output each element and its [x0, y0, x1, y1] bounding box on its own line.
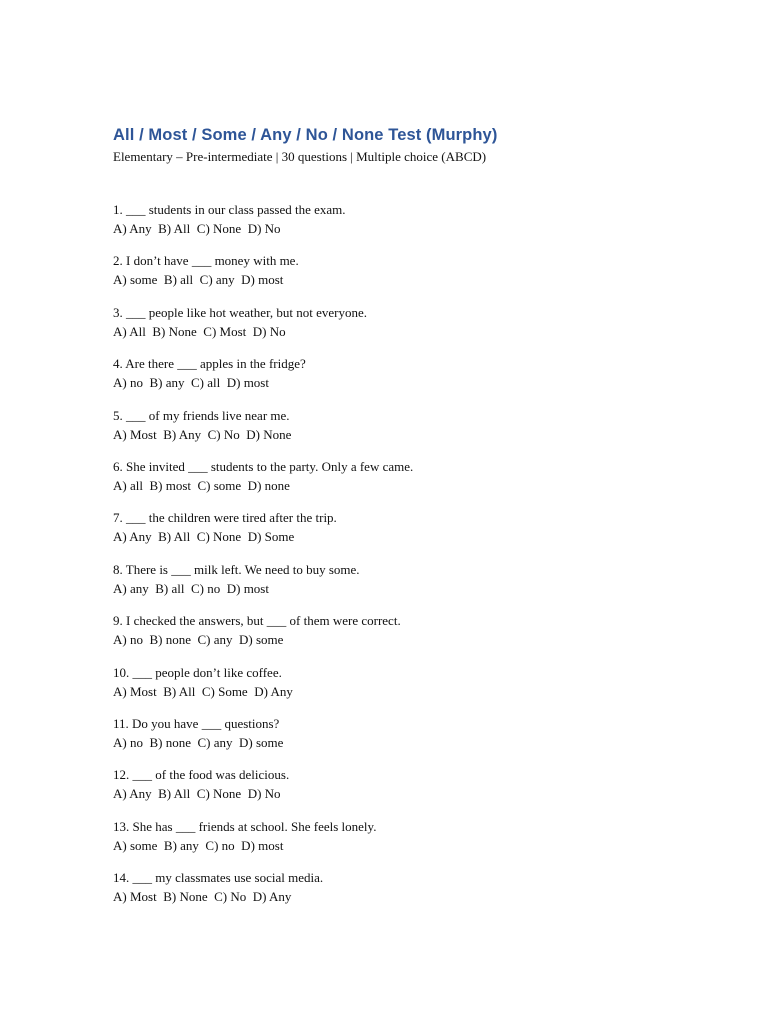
- question-3: [113, 303, 733, 354]
- document-title: All / Most / Some / Any / No / None Test (Murphy): [113, 126, 498, 144]
- question-2: [113, 251, 733, 302]
- question-11: [113, 714, 733, 765]
- question-options: A) no B) none C) any D) some: [113, 632, 284, 648]
- question-text: 3. ___ people like hot weather, but not everyone.: [113, 304, 367, 320]
- question-12: [113, 765, 733, 816]
- question-options: A) Most B) Any C) No D) None: [113, 426, 292, 442]
- question-10: [113, 663, 733, 714]
- question-options: A) Any B) All C) None D) No: [113, 221, 281, 236]
- question-options: A) any B) all C) no D) most: [113, 580, 269, 596]
- question-text: 1. ___ students in our class passed the exam.: [113, 202, 346, 217]
- question-9: [113, 611, 733, 662]
- question-list: [113, 200, 733, 919]
- question-options: A) All B) None C) Most D) No: [113, 323, 286, 339]
- question-text: 14. ___ my classmates use social media.: [113, 870, 324, 886]
- question-options: A) Most B) All C) Some D) Any: [113, 683, 293, 699]
- question-text: 2. I don’t have ___ money with me.: [113, 253, 299, 269]
- question-text: 7. ___ the children were tired after the trip.: [113, 510, 337, 526]
- question-4: [113, 354, 733, 405]
- question-text: 12. ___ of the food was delicious.: [113, 767, 290, 783]
- question-14: [113, 868, 733, 919]
- question-text: 10. ___ people don’t like coffee.: [113, 664, 282, 680]
- question-options: A) Any B) All C) None D) Some: [113, 529, 295, 545]
- question-options: A) all B) most C) some D) none: [113, 477, 290, 493]
- question-text: 9. I checked the answers, but ___ of them were correct.: [113, 613, 401, 629]
- question-13: [113, 817, 733, 868]
- question-options: A) Most B) None C) No D) Any: [113, 889, 292, 905]
- question-text: 5. ___ of my friends live near me.: [113, 407, 290, 423]
- question-text: 6. She invited ___ students to the party. Only a few came.: [113, 458, 414, 474]
- question-options: A) Any B) All C) None D) No: [113, 786, 281, 802]
- question-options: A) no B) none C) any D) some: [113, 734, 284, 750]
- question-text: 11. Do you have ___ questions?: [113, 715, 280, 731]
- question-text: 13. She has ___ friends at school. She feels lonely.: [113, 818, 377, 834]
- question-text: 4. Are there ___ apples in the fridge?: [113, 356, 306, 372]
- question-options: A) some B) any C) no D) most: [113, 837, 284, 853]
- question-text: 8. There is ___ milk left. We need to buy some.: [113, 561, 360, 577]
- document-subtitle: Elementary – Pre-intermediate | 30 questions | Multiple choice (ABCD): [113, 149, 487, 164]
- question-5: [113, 406, 733, 457]
- question-6: [113, 457, 733, 508]
- question-1: [113, 200, 733, 251]
- document-page: [113, 124, 733, 919]
- question-8: [113, 560, 733, 611]
- question-options: A) no B) any C) all D) most: [113, 375, 269, 391]
- question-7: [113, 508, 733, 559]
- question-options: A) some B) all C) any D) most: [113, 272, 284, 288]
